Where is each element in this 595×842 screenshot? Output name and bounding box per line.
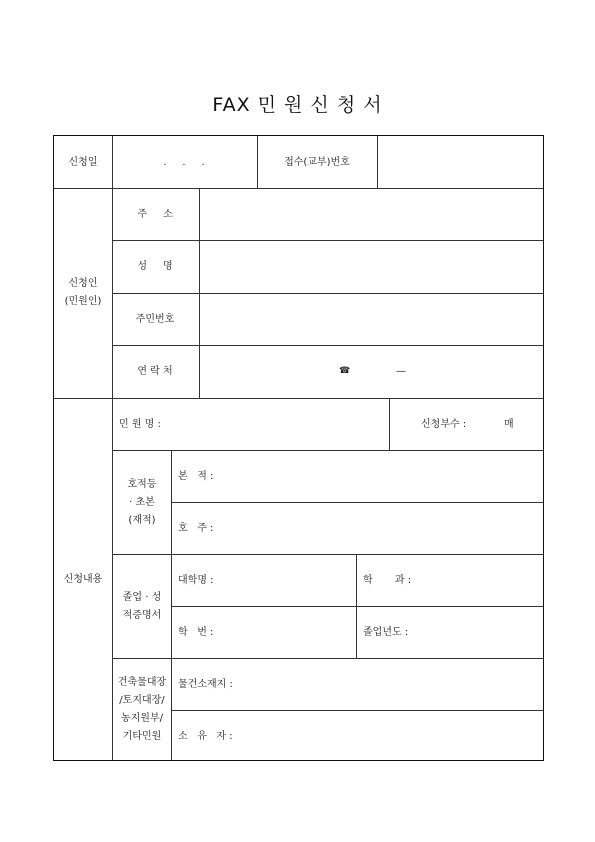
address-field[interactable]: [200, 189, 542, 240]
name-field[interactable]: [200, 241, 542, 292]
graduation-year-field[interactable]: [424, 607, 542, 658]
household-head-label: 호 주 :: [178, 523, 214, 534]
property-location-label: 물건소재지 :: [178, 679, 233, 690]
owner-label: 소 유 자 :: [178, 731, 233, 742]
column-divider: [356, 554, 357, 658]
building-register-label: 건축물대장 /토지대장/ 농지원부/ 기타민원: [117, 677, 167, 742]
copies-field[interactable]: [474, 399, 504, 450]
column-divider: [257, 136, 258, 188]
department-label: 학 과 :: [363, 575, 412, 586]
petition-name-field[interactable]: [174, 399, 388, 450]
name-label: 성 명: [137, 261, 173, 272]
receipt-number-label: 접수(교부)번호: [284, 157, 350, 168]
column-divider: [171, 450, 172, 760]
resident-number-label: 주민번호: [135, 314, 175, 325]
student-id-label: 학 번 :: [178, 627, 214, 638]
university-label: 대학명 :: [178, 575, 214, 586]
content-group-label: 신청내용: [63, 574, 103, 585]
family-register-label: 호적등 · 초본 (재적): [127, 479, 157, 526]
graduation-certificate-label: 졸업 · 성 적증명서: [122, 592, 162, 621]
student-id-field[interactable]: [224, 607, 355, 658]
column-divider: [389, 398, 390, 450]
apply-date-field[interactable]: . . .: [163, 157, 205, 168]
household-head-field[interactable]: [234, 503, 542, 554]
resident-number-field[interactable]: [200, 294, 542, 345]
registered-origin-field[interactable]: [234, 451, 542, 502]
petition-name-label: 민 원 명 :: [119, 419, 161, 430]
apply-date-label: 신청일: [68, 157, 98, 168]
contact-field[interactable]: [200, 346, 542, 397]
telephone-icon: ☎: [339, 366, 351, 376]
copies-unit: 매: [504, 419, 514, 430]
department-field[interactable]: [424, 555, 542, 606]
contact-label: 연 락 처: [137, 366, 173, 377]
graduation-year-label: 졸업년도 :: [363, 627, 409, 638]
phone-separator: —: [396, 366, 406, 377]
property-location-field[interactable]: [244, 659, 542, 710]
owner-field[interactable]: [244, 711, 542, 759]
form-title: FAX 민 원 신 청 서: [212, 94, 383, 116]
copies-label: 신청부수 :: [421, 419, 467, 430]
registered-origin-label: 본 적 :: [178, 471, 214, 482]
receipt-number-field[interactable]: [378, 137, 542, 187]
column-divider: [112, 136, 113, 760]
address-label: 주 소: [137, 209, 173, 220]
university-field[interactable]: [224, 555, 355, 606]
applicant-group-label: 신청인 (민원인): [64, 278, 102, 307]
application-form-table: [53, 135, 544, 761]
